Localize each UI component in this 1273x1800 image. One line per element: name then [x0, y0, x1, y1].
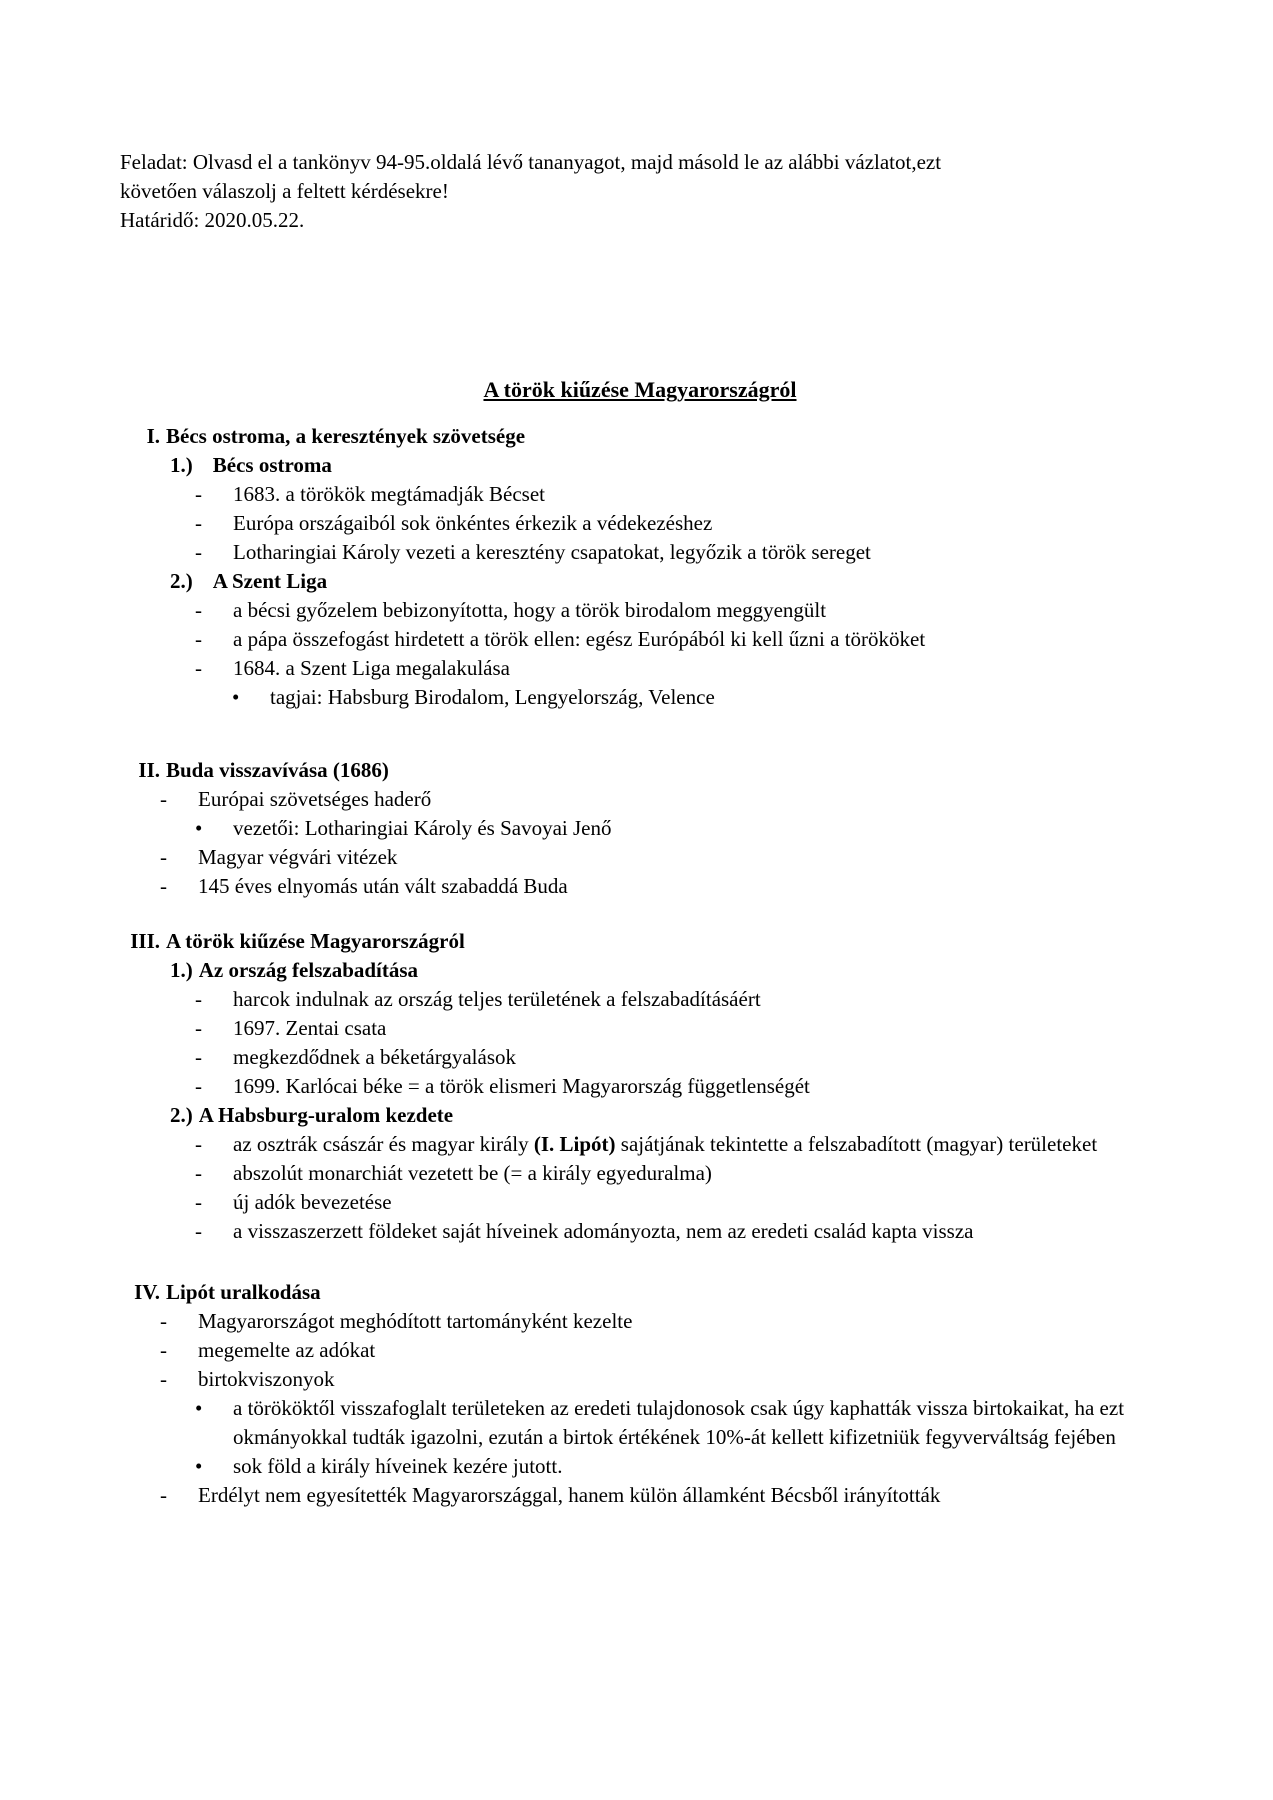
list-item-text: a bécsi győzelem bebizonyította, hogy a török birodalom meggyengült	[233, 598, 827, 622]
dash-marker: -	[195, 1045, 202, 1069]
list-item-text: Magyarországot meghódított tartományként kezelte	[198, 1309, 633, 1333]
subheading-text: Az ország felszabadítása	[198, 958, 419, 982]
list-item-text: sok föld a király híveinek kezére jutott.	[233, 1454, 563, 1478]
list-item	[160, 785, 1160, 814]
dash-marker: -	[160, 874, 167, 898]
list-item-text: birtokviszonyok	[198, 1367, 335, 1391]
dash-marker: -	[160, 1367, 167, 1391]
outline-section-iv	[120, 1278, 1160, 1510]
dash-marker: -	[195, 627, 202, 651]
section-heading-text: Lipót uralkodása	[166, 1280, 321, 1304]
dash-marker: -	[195, 1190, 202, 1214]
task-paragraph	[120, 148, 1160, 235]
list-item	[195, 1394, 1160, 1452]
list-item	[160, 1336, 1160, 1365]
bullet-marker: •	[195, 816, 203, 840]
list-item	[195, 509, 1160, 538]
text-segment: az osztrák császár és magyar király	[233, 1132, 534, 1156]
outline-subheading	[170, 567, 1160, 596]
task-line-2: követően válaszolj a feltett kérdésekre!	[120, 179, 449, 203]
list-item	[195, 1014, 1160, 1043]
list-item	[195, 596, 1160, 625]
task-line-1: Feladat: Olvasd el a tankönyv 94-95.oldalá lévő tananyagot, majd másold le az alábbi vázlatot,ezt	[120, 150, 942, 174]
outline-section-iii	[120, 927, 1160, 1246]
dash-marker: -	[195, 1219, 202, 1243]
dash-marker: -	[195, 1074, 202, 1098]
subheading-number: 2.)	[170, 1103, 193, 1127]
dash-marker: -	[195, 1132, 202, 1156]
dash-marker: -	[195, 987, 202, 1011]
list-item	[195, 1188, 1160, 1217]
list-item	[195, 1159, 1160, 1188]
section-heading	[120, 756, 1160, 785]
subheading-number: 2.)	[170, 569, 193, 593]
outline-section-i	[120, 422, 1160, 712]
list-item-text: megemelte az adókat	[198, 1338, 376, 1362]
bold-text-segment: (I. Lipót)	[533, 1132, 616, 1156]
subheading-text: A Habsburg-uralom kezdete	[198, 1103, 454, 1127]
list-item-text: 1683. a törökök megtámadják Bécset	[233, 482, 545, 506]
section-number: I.	[146, 424, 160, 448]
dash-marker: -	[160, 787, 167, 811]
list-item	[160, 1307, 1160, 1336]
bullet-marker: •	[195, 1396, 203, 1420]
list-item	[232, 683, 1160, 712]
list-item	[195, 538, 1160, 567]
list-item	[195, 985, 1160, 1014]
dash-marker: -	[160, 1483, 167, 1507]
section-heading-text: Bécs ostroma, a keresztények szövetsége	[166, 424, 526, 448]
bullet-marker: •	[195, 1454, 203, 1478]
dash-marker: -	[160, 845, 167, 869]
outline-subheading	[170, 451, 1160, 480]
list-item-text: a törököktől visszafoglalt területeken az eredeti tulajdonosok csak úgy kaphatták vissza birtokaikat, ha ezt okmányokkal tudták igazolni, ezután a birtok értékének 10%-át kellett kifizetniük fegyverváltság fejében	[233, 1396, 1125, 1449]
section-heading-text: A török kiűzése Magyarországról	[166, 929, 465, 953]
list-item-text: 145 éves elnyomás után vált szabaddá Buda	[198, 874, 568, 898]
list-item-text: a visszaszerzett földeket saját híveinek adományozta, nem az eredeti család kapta vissza	[233, 1219, 974, 1243]
list-item-text: 1699. Karlócai béke = a török elismeri Magyarország függetlenségét	[233, 1074, 810, 1098]
dash-marker: -	[160, 1338, 167, 1362]
list-item-text: Európa országaiból sok önkéntes érkezik a védekezéshez	[233, 511, 713, 535]
subheading-text: Bécs ostroma	[212, 453, 332, 477]
section-number: IV.	[134, 1280, 160, 1304]
list-item	[195, 1217, 1160, 1246]
list-item	[160, 843, 1160, 872]
deadline-line: Határidő: 2020.05.22.	[120, 208, 305, 232]
list-item	[195, 814, 1160, 843]
dash-marker: -	[195, 511, 202, 535]
section-number: II.	[138, 758, 160, 782]
subheading-number: 1.)	[170, 958, 193, 982]
list-item-text: harcok indulnak az ország teljes területének a felszabadításáért	[233, 987, 761, 1011]
section-heading-text: Buda visszavívása (1686)	[166, 758, 389, 782]
list-item-text: Magyar végvári vitézek	[198, 845, 398, 869]
dash-marker: -	[160, 1309, 167, 1333]
list-item	[160, 1365, 1160, 1394]
section-heading	[120, 422, 1160, 451]
list-item	[160, 872, 1160, 901]
list-item-text: megkezdődnek a béketárgyalások	[233, 1045, 516, 1069]
list-item-text: abszolút monarchiát vezetett be (= a király egyeduralma)	[233, 1161, 712, 1185]
bullet-marker: •	[232, 685, 240, 709]
section-heading	[120, 1278, 1160, 1307]
list-item-text: 1684. a Szent Liga megalakulása	[233, 656, 510, 680]
list-item-text: a pápa összefogást hirdetett a török ellen: egész Európából ki kell űzni a törököket	[233, 627, 926, 651]
text-segment: sajátjának tekintette a felszabadított (magyar) területeket	[615, 1132, 1098, 1156]
dash-marker: -	[195, 1016, 202, 1040]
list-item-text: 1697. Zentai csata	[233, 1016, 387, 1040]
subheading-number: 1.)	[170, 453, 193, 477]
subheading-text: A Szent Liga	[212, 569, 328, 593]
list-item	[195, 625, 1160, 654]
list-item	[195, 654, 1160, 683]
outline-section-ii	[120, 756, 1160, 901]
list-item	[195, 1130, 1160, 1159]
list-item	[195, 1072, 1160, 1101]
dash-marker: -	[195, 656, 202, 680]
dash-marker: -	[195, 482, 202, 506]
list-item	[195, 1452, 1160, 1481]
dash-marker: -	[195, 540, 202, 564]
list-item	[195, 1043, 1160, 1072]
list-item	[195, 480, 1160, 509]
document-title: A török kiűzése Magyarországról	[483, 377, 797, 402]
section-heading	[120, 927, 1160, 956]
list-item-text: Lotharingiai Károly vezeti a keresztény csapatokat, legyőzik a török sereget	[233, 540, 871, 564]
list-item-text: Európai szövetséges haderő	[198, 787, 432, 811]
outline-subheading	[170, 1101, 1160, 1130]
list-item-text: tagjai: Habsburg Birodalom, Lengyelország, Velence	[270, 685, 715, 709]
dash-marker: -	[195, 598, 202, 622]
list-item-text	[233, 1130, 1160, 1159]
document-content	[120, 148, 1160, 1510]
list-item-text: új adók bevezetése	[233, 1190, 392, 1214]
list-item-text: vezetői: Lotharingiai Károly és Savoyai Jenő	[233, 816, 612, 840]
section-number: III.	[130, 929, 160, 953]
outline	[120, 422, 1160, 1510]
list-item-text: Erdélyt nem egyesítették Magyarországgal, hanem külön államként Bécsből irányították	[198, 1483, 941, 1507]
outline-subheading	[170, 956, 1160, 985]
list-item	[160, 1481, 1160, 1510]
dash-marker: -	[195, 1161, 202, 1185]
